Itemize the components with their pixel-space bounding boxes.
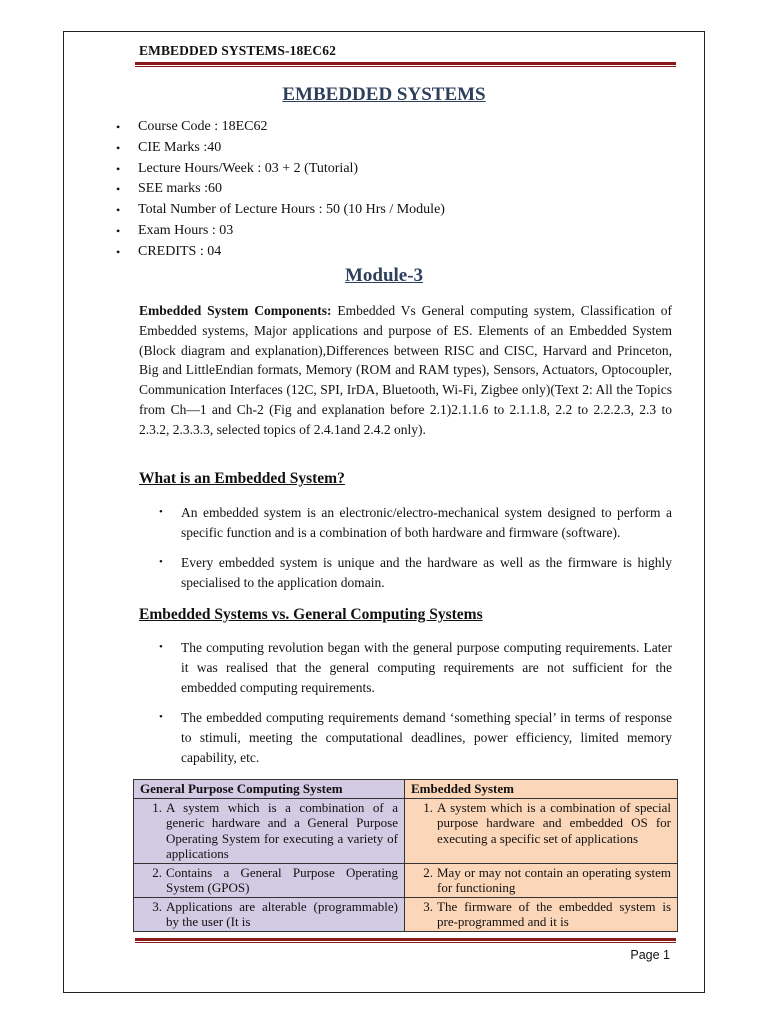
list-item <box>116 159 445 180</box>
table-header-row <box>134 780 678 799</box>
syllabus-paragraph <box>139 301 672 440</box>
bullet-text: The computing revolution began with the general purpose computing requirements. Later it was realised that the general computing requirements are not sufficient for the embedded computing requirements. <box>181 640 672 695</box>
lecture-hours: Lecture Hours/Week : 03 + 2 (Tutorial) <box>138 160 359 176</box>
column-header-gp: General Purpose Computing System <box>134 780 405 799</box>
cell-text: A system which is a combination of a generic hardware and a General Purpose Operating System for executing a variety of applications <box>166 799 398 861</box>
document-title: EMBEDDED SYSTEMS <box>282 84 486 105</box>
bullet-icon: • <box>116 244 121 259</box>
bullet-icon: • <box>159 556 163 568</box>
running-header: EMBEDDED SYSTEMS-18EC62 <box>139 43 336 58</box>
list-item <box>159 553 672 593</box>
bullet-icon: • <box>116 203 121 218</box>
exam-hours: Exam Hours : 03 <box>138 222 234 238</box>
table-cell <box>405 798 678 863</box>
bullet-icon: • <box>116 140 121 155</box>
see-marks: SEE marks :60 <box>138 181 222 197</box>
footer-rule-thin <box>135 942 676 943</box>
table-cell <box>134 897 405 931</box>
bullet-text: The embedded computing requirements demand ‘something special’ in terms of response to stimuli, meeting the computational deadlines, power efficiency, limited memory capability, etc. <box>181 710 672 765</box>
table-cell <box>405 897 678 931</box>
table-row <box>134 897 678 931</box>
list-item <box>159 708 672 767</box>
row-number: 2. <box>423 864 433 880</box>
row-number: 1. <box>423 799 433 815</box>
footer-rule <box>135 938 676 941</box>
comparison-table <box>133 779 678 932</box>
cie-marks: CIE Marks :40 <box>138 139 222 155</box>
list-item <box>116 242 445 263</box>
course-info-list <box>116 117 445 263</box>
row-number: 2. <box>152 864 162 880</box>
bullet-icon: • <box>159 711 163 723</box>
row-number: 3. <box>152 898 162 914</box>
cell-text: May or may not contain an operating system for functioning <box>437 864 671 895</box>
bullet-icon: • <box>159 506 163 518</box>
bullet-icon: • <box>116 182 121 197</box>
bullet-icon: • <box>116 161 121 176</box>
syllabus-lead: Embedded System Components: <box>139 303 332 318</box>
section-heading-vs: Embedded Systems vs. General Computing Systems <box>139 606 483 623</box>
row-number: 1. <box>152 799 162 815</box>
bullet-icon: • <box>116 223 121 238</box>
module-title: Module-3 <box>344 265 424 286</box>
header-rule <box>135 62 676 65</box>
list-item <box>116 221 445 242</box>
list-item <box>116 179 445 200</box>
bullet-text: An embedded system is an electronic/electro-mechanical system designed to perform a specific function and is a combination of both hardware and firmware (software). <box>181 505 672 540</box>
list-item <box>159 503 672 543</box>
cell-text: Contains a General Purpose Operating System (GPOS) <box>166 864 398 895</box>
bullet-icon: • <box>159 641 163 653</box>
table-cell <box>405 863 678 897</box>
section-heading-what-is: What is an Embedded System? <box>139 470 345 487</box>
bullet-icon: • <box>116 120 121 134</box>
list-item <box>116 200 445 221</box>
page-number: Page 1 <box>630 948 670 962</box>
cell-text: Applications are alterable (programmable) by the user (It is <box>166 898 398 929</box>
list-item <box>116 138 445 159</box>
course-code: Course Code : 18EC62 <box>138 119 268 134</box>
bullet-text: Every embedded system is unique and the hardware as well as the firmware is highly specialised to the application domain. <box>181 555 672 590</box>
table-row <box>134 863 678 897</box>
row-number: 3. <box>423 898 433 914</box>
table-row <box>134 798 678 863</box>
table-cell <box>134 798 405 863</box>
list-item <box>116 117 445 138</box>
syllabus-text: Embedded Vs General computing system, Classification of Embedded systems, Major applications and purpose of ES. Elements of an Embedded System (Block diagram and explanation),Differences between RISC and CISC, Harvard and Princeton, Big and LittleEndian formats, Memory (ROM and RAM types), Sensors, Actuators, Optocoupler, Communication Interfaces (12C, SPI, IrDA, Bluetooth, Wi-Fi, Zigbee only)(Text 2: All the Topics from Ch—1 and Ch-2 (Fig and explanation before 2.1)2.1.1.6 to 2.1.1.8, 2.2 to 2.2.2.3, 2.3 to 2.3.2, 2.3.3.3, selected topics of 2.4.1and 2.4.2 only). <box>139 303 672 437</box>
credits: CREDITS : 04 <box>138 243 222 259</box>
header-rule-thin <box>135 66 676 67</box>
table-cell <box>134 863 405 897</box>
list-item <box>159 638 672 697</box>
total-lecture-hours: Total Number of Lecture Hours : 50 (10 Hrs / Module) <box>138 202 445 218</box>
cell-text: The firmware of the embedded system is pre-programmed and it is <box>437 898 671 929</box>
column-header-es: Embedded System <box>405 780 678 799</box>
cell-text: A system which is a combination of special purpose hardware and embedded OS for executing a specific set of applications <box>437 799 671 846</box>
